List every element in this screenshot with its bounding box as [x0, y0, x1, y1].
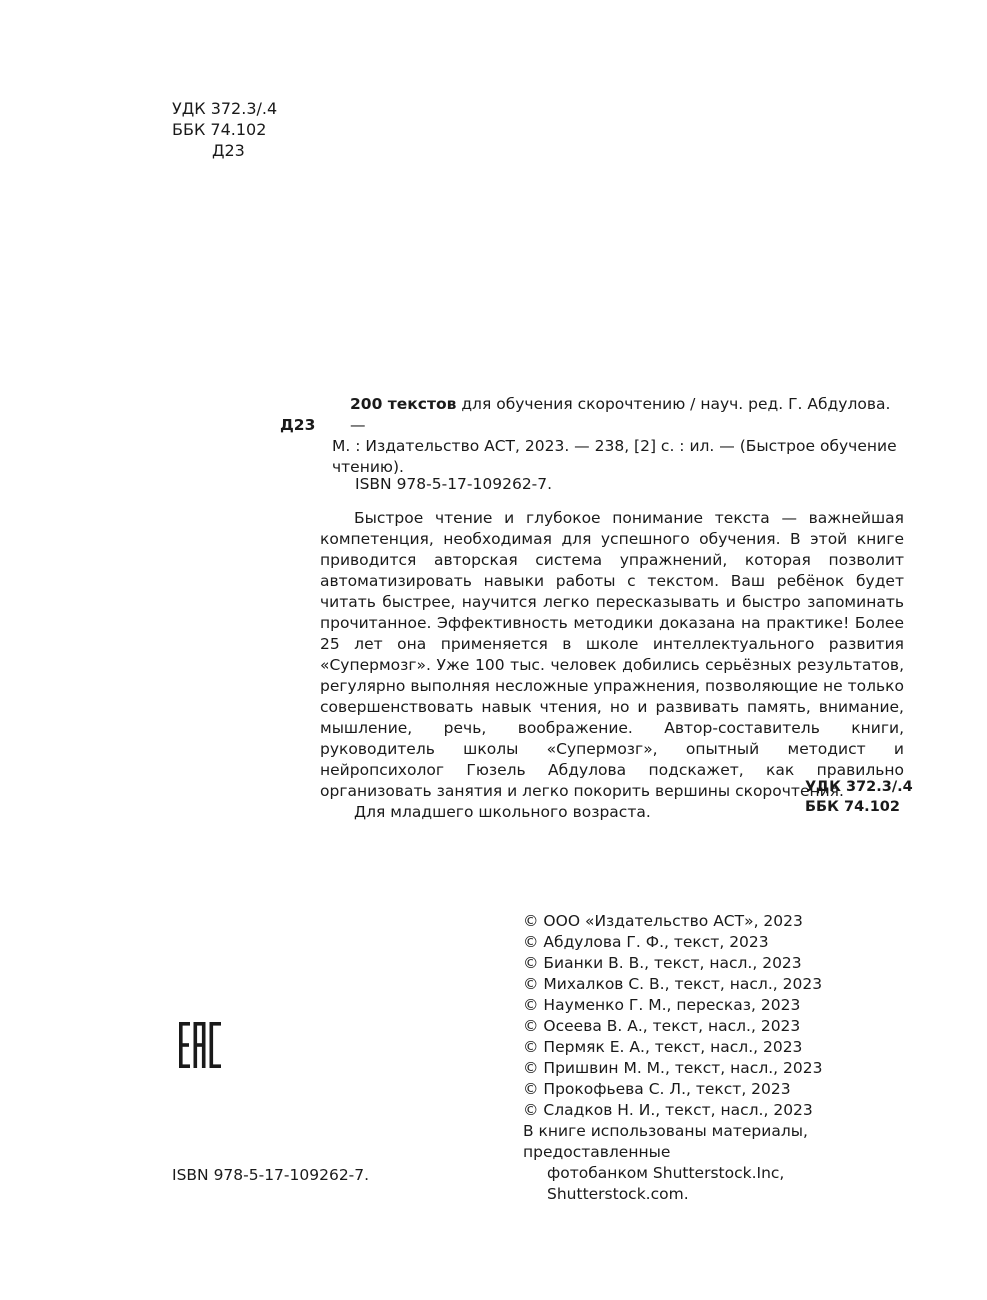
bottom-isbn: ISBN 978-5-17-109262-7. — [172, 1166, 370, 1184]
copyright-line: © Прокофьева С. Л., текст, 2023 — [523, 1080, 791, 1098]
bbk-code-right: ББК 74.102 — [805, 799, 900, 815]
copyright-line: © Абдулова Г. Ф., текст, 2023 — [523, 933, 769, 951]
catalog-title-rest: для обучения скорочтению / науч. ред. Г. Абдулова. — — [350, 395, 891, 434]
copyright-line: © Пермяк Е. А., текст, насл., 2023 — [523, 1038, 803, 1056]
copyright-line: © Бианки В. В., текст, насл., 2023 — [523, 954, 802, 972]
catalog-cutter: Д23 — [280, 416, 316, 434]
catalog-line-1 — [332, 394, 904, 436]
classification-right — [805, 777, 913, 817]
catalog-isbn: ISBN 978-5-17-109262-7. — [355, 475, 553, 493]
catalog-line-3: чтению). — [332, 458, 404, 476]
bibliographic-entry — [332, 394, 904, 478]
copyright-line: © Науменко Г. М., пересказ, 2023 — [523, 996, 801, 1014]
copyright-line: © ООО «Издательство АСТ», 2023 — [523, 912, 803, 930]
eac-conformity-icon — [179, 1022, 221, 1068]
bbk-code: ББК 74.102 — [172, 120, 267, 139]
copyright-block — [523, 911, 923, 1205]
annotation-paragraph: Быстрое чтение и глубокое понимание текста — важнейшая компетенция, необходимая для успешного обучения. В этой книге приводится авторская система упражнений, которая позволит автоматизировать навыки работы с текстом. Ваш ребёнок будет читать быстрее, научится легко пересказывать и быстро запоминать прочитанное. Эффективность методики доказана на практике! Более 25 лет она применяется в школе интеллектуального развития «Супермозг». Уже 100 тыс. человек добились серьёзных результатов, регулярно выполняя несложные упражнения, позволяющие не только совершенствовать навык чтения, но и развивать память, внимание, мышление, речь, воображение. Автор-составитель книги, руководитель школы «Супермозг», опытный методист и нейропсихолог Гюзель Абдулова подскажет, как правильно организовать занятия и легко покорить вершины скорочтения. — [320, 509, 904, 800]
age-rating: Для младшего школьного возраста. — [354, 803, 651, 821]
top-classification — [172, 98, 277, 161]
catalog-line-2: М. : Издательство АСТ, 2023. — 238, [2] с. : ил. — (Быстрое обучение — [332, 437, 897, 455]
copyright-line: © Сладков Н. И., текст, насл., 2023 — [523, 1101, 813, 1119]
copyright-line: © Осеева В. А., текст, насл., 2023 — [523, 1017, 801, 1035]
book-title: 200 текстов — [350, 395, 457, 413]
annotation — [320, 508, 904, 823]
copyright-line: © Михалков С. В., текст, насл., 2023 — [523, 975, 823, 993]
cutter-code: Д23 — [212, 141, 245, 160]
udk-code: УДК 372.3/.4 — [172, 99, 278, 118]
copyright-line: © Пришвин М. М., текст, насл., 2023 — [523, 1059, 823, 1077]
udk-code-right: УДК 372.3/.4 — [805, 779, 913, 795]
photo-note-line-2: фотобанком Shutterstock.Inc, Shutterstock.com. — [547, 1164, 785, 1203]
photo-note-line-1: В книге использованы материалы, предоставленные — [523, 1122, 808, 1161]
